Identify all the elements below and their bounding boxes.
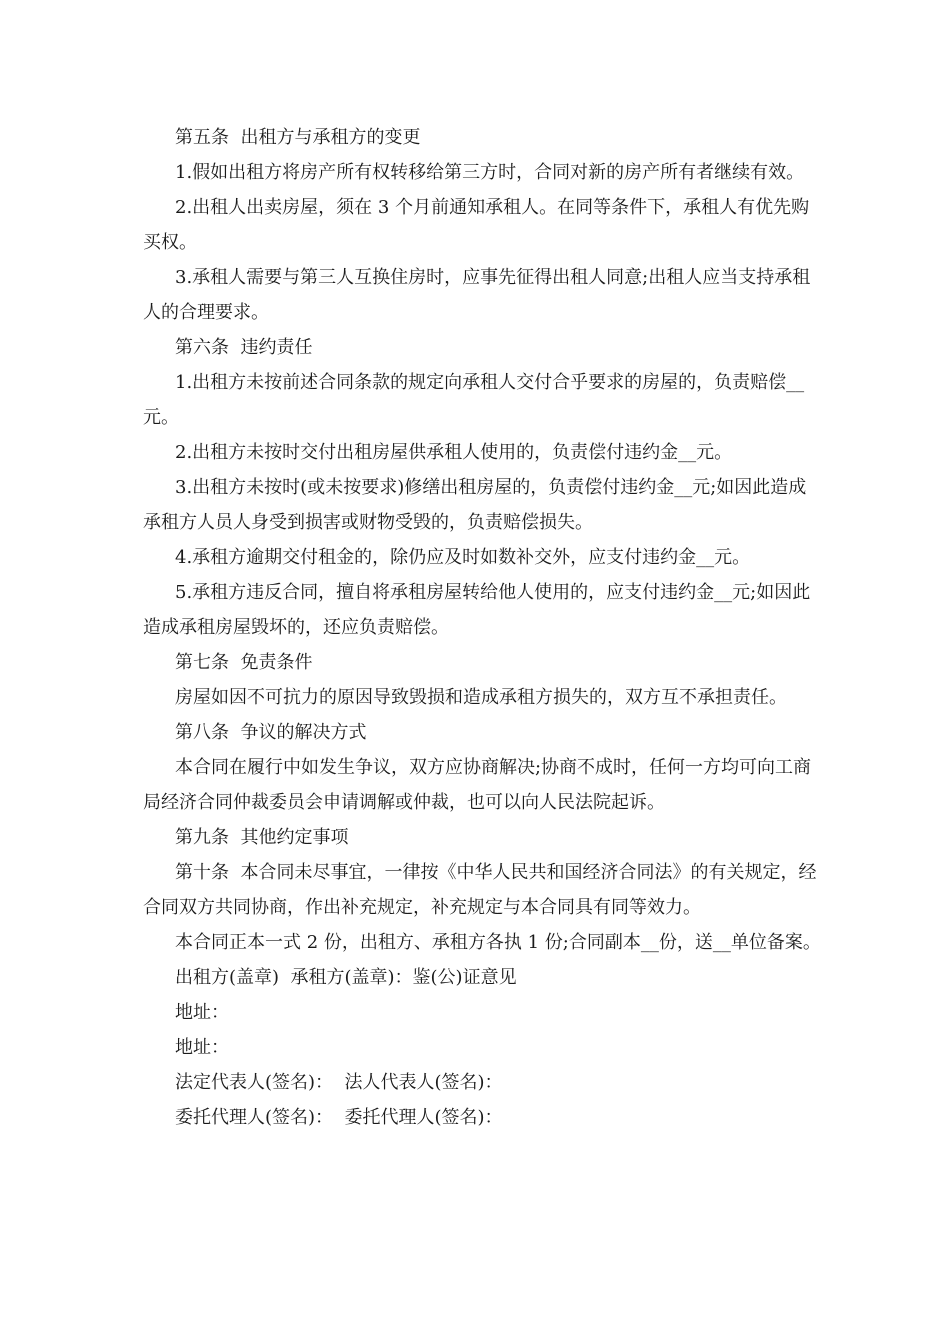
article-6-clause-5: 5.承租方违反合同，擅自将承租房屋转给他人使用的，应支付违约金__元;如因此造成承租房屋毁坏的，还应负责赔偿。 — [143, 582, 811, 638]
article-5-heading: 第五条 出租方与承租方的变更 — [175, 127, 421, 148]
article-7-text: 房屋如因不可抗力的原因导致毁损和造成承租方损失的，双方互不承担责任。 — [175, 687, 787, 708]
article-10-text: 第十条 本合同未尽事宜，一律按《中华人民共和国经济合同法》的有关规定，经合同双方共同协商，作出补充规定，补充规定与本合同具有同等效力。 — [143, 862, 817, 918]
copies-clause: 本合同正本一式 2 份，出租方、承租方各执 1 份;合同副本__份，送__单位备案。 — [175, 932, 821, 953]
authorized-agent-line: 委托代理人(签名)： 委托代理人(签名)： — [175, 1107, 503, 1128]
address-line-1: 地址： — [175, 1002, 229, 1023]
article-5-clause-2: 2.出租人出卖房屋，须在 3 个月前通知承租人。在同等条件下，承租人有优先购买权。 — [143, 197, 810, 253]
article-7-heading: 第七条 免责条件 — [175, 652, 313, 673]
article-6-clause-3: 3.出租方未按时(或未按要求)修缮出租房屋的，负责偿付违约金__元;如因此造成承租方人员人身受到损害或财物受毁的，负责赔偿损失。 — [143, 477, 807, 533]
article-6-clause-4: 4.承租方逾期交付租金的，除仍应及时如数补交外，应支付违约金__元。 — [175, 547, 751, 568]
article-6-clause-1: 1.出租方未按前述合同条款的规定向承租人交付合乎要求的房屋的，负责赔偿__元。 — [143, 372, 805, 428]
article-9-heading: 第九条 其他约定事项 — [175, 827, 349, 848]
seal-line: 出租方(盖章) 承租方(盖章)：鉴(公)证意见 — [175, 967, 517, 988]
article-6-heading: 第六条 违约责任 — [175, 337, 313, 358]
document-body — [143, 120, 823, 1135]
address-line-2: 地址： — [175, 1037, 229, 1058]
article-5-clause-1: 1.假如出租方将房产所有权转移给第三方时，合同对新的房产所有者继续有效。 — [175, 162, 805, 183]
article-8-text: 本合同在履行中如发生争议，双方应协商解决;协商不成时，任何一方均可向工商局经济合同仲裁委员会申请调解或仲裁，也可以向人民法院起诉。 — [143, 757, 812, 813]
article-5-clause-3: 3.承租人需要与第三人互换住房时，应事先征得出租人同意;出租人应当支持承租人的合理要求。 — [143, 267, 811, 323]
legal-representative-line: 法定代表人(签名)： 法人代表人(签名)： — [175, 1072, 503, 1093]
article-8-heading: 第八条 争议的解决方式 — [175, 722, 367, 743]
article-6-clause-2: 2.出租方未按时交付出租房屋供承租人使用的，负责偿付违约金__元。 — [175, 442, 733, 463]
